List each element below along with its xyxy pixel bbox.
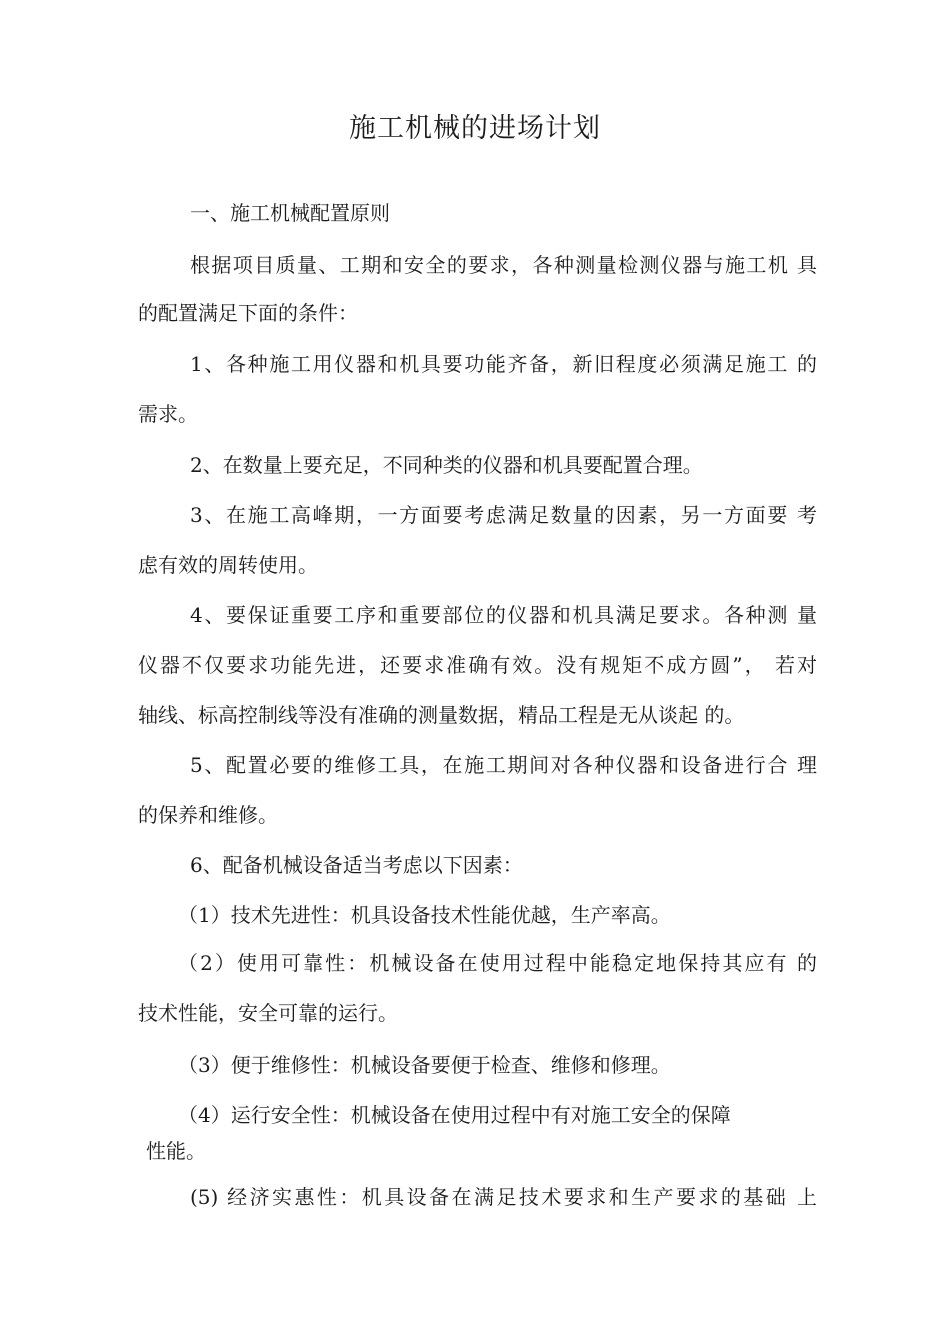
sub-item-line: （3）便于维修性：机械设备要便于检查、维修和修理。 [178,1053,671,1077]
sub-item-line: 性能。 [146,1139,206,1163]
list-item-line: 4、要保证重要工序和重要部位的仪器和机具满足要求。各种测 量 [190,603,817,627]
sub-item-line: (5) 经济实惠性：机具设备在满足技术要求和生产要求的基础 上 [190,1185,817,1209]
sub-item-line: 技术性能，安全可靠的运行。 [138,1001,398,1025]
list-item-line: 的保养和维修。 [138,803,278,827]
document-title: 施工机械的进场计划 [349,113,601,144]
sub-item-line: （1）技术先进性：机具设备技术性能优越，生产率高。 [178,903,671,927]
list-item-line: 需求。 [138,402,198,426]
list-item-line: 虑有效的周转使用。 [138,553,318,577]
list-item-line: 2、在数量上要充足，不同种类的仪器和机具要配置合理。 [190,453,703,477]
sub-item-line: （4）运行安全性：机械设备在使用过程中有对施工安全的保障 [178,1103,731,1127]
paragraph-line: 根据项目质量、工期和安全的要求，各种测量检测仪器与施工机 具 [190,253,817,277]
paragraph-line: 的配置满足下面的条件： [138,301,358,325]
sub-item-line: （2）使用可靠性：机械设备在使用过程中能稳定地保持其应有 的 [178,951,817,975]
list-item-line: 6、配备机械设备适当考虑以下因素： [190,853,523,877]
list-item-line: 3、在施工高峰期，一方面要考虑满足数量的因素，另一方面要 考 [190,503,817,527]
list-item-line: 5、配置必要的维修工具，在施工期间对各种仪器和设备进行合 理 [190,753,817,777]
list-item-line: 仪器不仅要求功能先进，还要求准确有效。没有规矩不成方圆”， 若对 [138,653,817,677]
list-item-line: 轴线、标高控制线等没有准确的测量数据，精品工程是无从谈起 的。 [138,703,745,727]
section-heading: 一、施工机械配置原则 [190,201,390,225]
list-item-line: 1、各种施工用仪器和机具要功能齐备，新旧程度必须满足施工 的 [190,352,817,376]
